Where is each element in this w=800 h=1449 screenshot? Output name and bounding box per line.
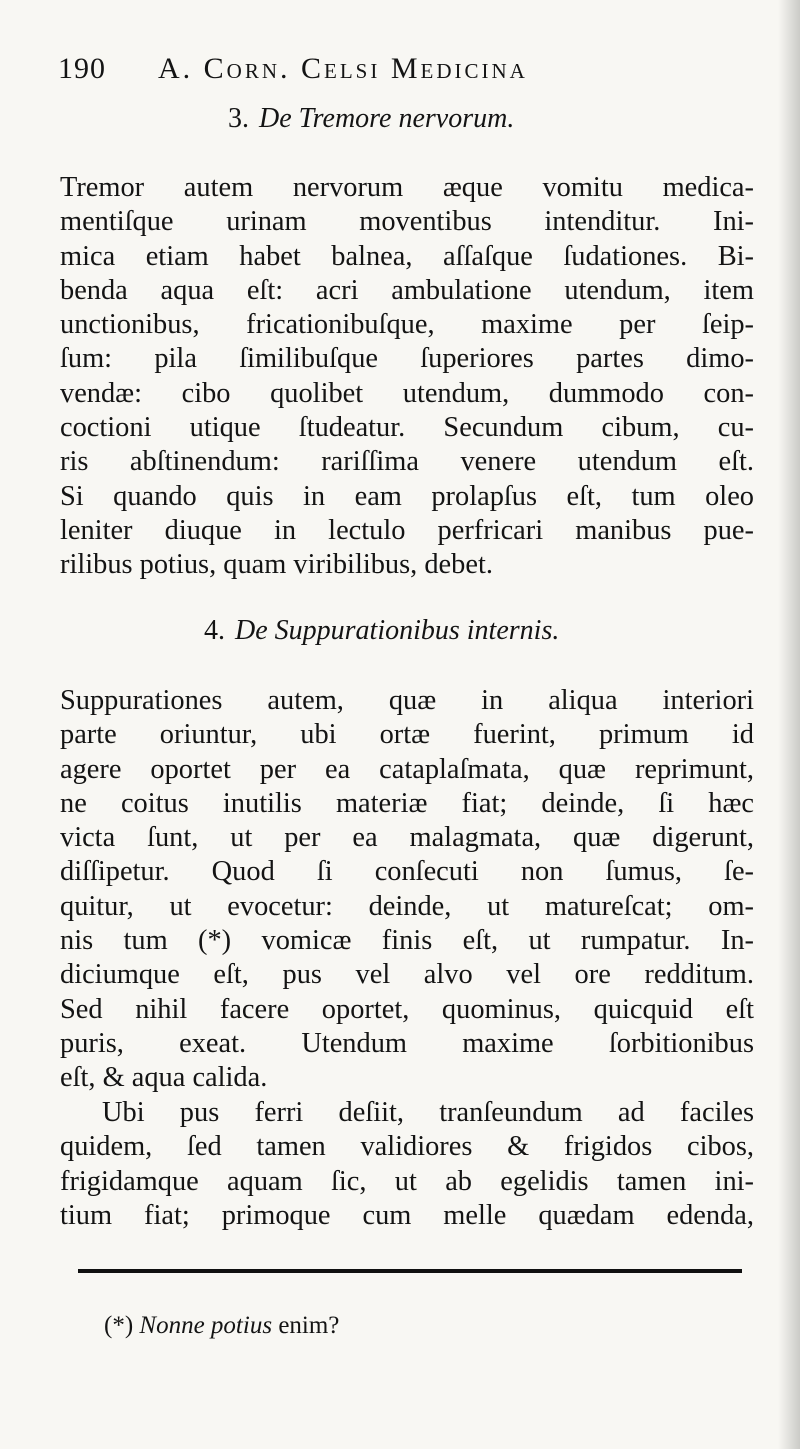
page-edge-shadow: [778, 0, 800, 1449]
text-line: unctionibus, fricationibuſque, maxime per ſeip-: [60, 309, 754, 341]
text-line: rilibus potius, quam viribilibus, debet.: [60, 549, 493, 581]
running-title: A. Corn. Celsi Medicina: [158, 52, 528, 85]
text-line: eſt, & aqua calida.: [60, 1062, 268, 1094]
text-line: nis tum (*) vomicæ finis eſt, ut rumpatur. In-: [60, 925, 754, 957]
text-line: Sed nihil facere oportet, quominus, quicquid eſt: [60, 993, 754, 1025]
section-title: De Suppurationibus internis.: [235, 615, 560, 646]
text-line: tium fiat; primoque cum melle quædam edenda,: [60, 1199, 754, 1231]
text-line: puris, exeat. Utendum maxime ſorbitionibus: [60, 1027, 754, 1059]
text-line: diſſipetur. Quod ſi conſecuti non ſumus, ſe-: [60, 856, 754, 888]
footnote-rule: [78, 1269, 742, 1273]
text-line: Si quando quis in eam prolapſus eſt, tum oleo: [60, 480, 754, 512]
paragraph-tremore: [60, 171, 754, 583]
page-number: 190: [58, 52, 106, 85]
text-line: Tremor autem nervorum æque vomitu medica-: [60, 172, 754, 203]
paragraph-suppurationibus: [60, 684, 754, 1096]
footnote-text: enim?: [278, 1312, 340, 1339]
text-line: mica etiam habet balnea, aſſaſque ſudationes. Bi-: [60, 240, 754, 272]
text-line: agere oportet per ea cataplaſmata, quæ reprimunt,: [60, 753, 754, 785]
section-heading-tremore: [228, 103, 514, 135]
section-title: De Tremore nervorum.: [259, 103, 515, 134]
text-line: victa ſunt, ut per ea malagmata, quæ digerunt,: [60, 822, 754, 854]
text-line: ris abſtinendum: rariſſima venere utendum eſt.: [60, 446, 754, 478]
footnote-italic-text: Nonne potius: [139, 1312, 273, 1339]
footnote-marker: (*): [104, 1312, 134, 1339]
section-heading-suppurationibus: [204, 615, 559, 647]
footnote: [104, 1312, 339, 1340]
text-line: Suppurationes autem, quæ in aliqua interiori: [60, 685, 754, 716]
text-line: quitur, ut evocetur: deinde, ut matureſcat; om-: [60, 890, 754, 922]
text-line: leniter diuque in lectulo perfricari manibus pue-: [60, 514, 754, 546]
text-line: quidem, ſed tamen validiores & frigidos cibos,: [60, 1131, 754, 1163]
text-line: parte oriuntur, ubi ortæ fuerint, primum id: [60, 719, 754, 751]
section-number: 4.: [204, 615, 225, 646]
paragraph-ubi-pus: [60, 1096, 754, 1233]
text-line: vendæ: cibo quolibet utendum, dummodo con-: [60, 377, 754, 409]
text-line: mentiſque urinam moventibus intenditur. Ini-: [60, 206, 754, 238]
running-head: [58, 52, 678, 92]
section-number: 3.: [228, 103, 249, 134]
text-line: ne coitus inutilis materiæ fiat; deinde, ſi hæc: [60, 787, 754, 819]
text-line: coctioni utique ſtudeatur. Secundum cibum, cu-: [60, 412, 754, 444]
text-line: benda aqua eſt: acri ambulatione utendum, item: [60, 274, 754, 306]
text-line: frigidamque aquam ſic, ut ab egelidis tamen ini-: [60, 1165, 754, 1197]
text-line: diciumque eſt, pus vel alvo vel ore redditum.: [60, 959, 754, 991]
text-line: Ubi pus ferri deſiit, tranſeundum ad faciles: [102, 1097, 754, 1128]
text-line: ſum: pila ſimilibuſque ſuperiores partes dimo-: [60, 343, 754, 375]
